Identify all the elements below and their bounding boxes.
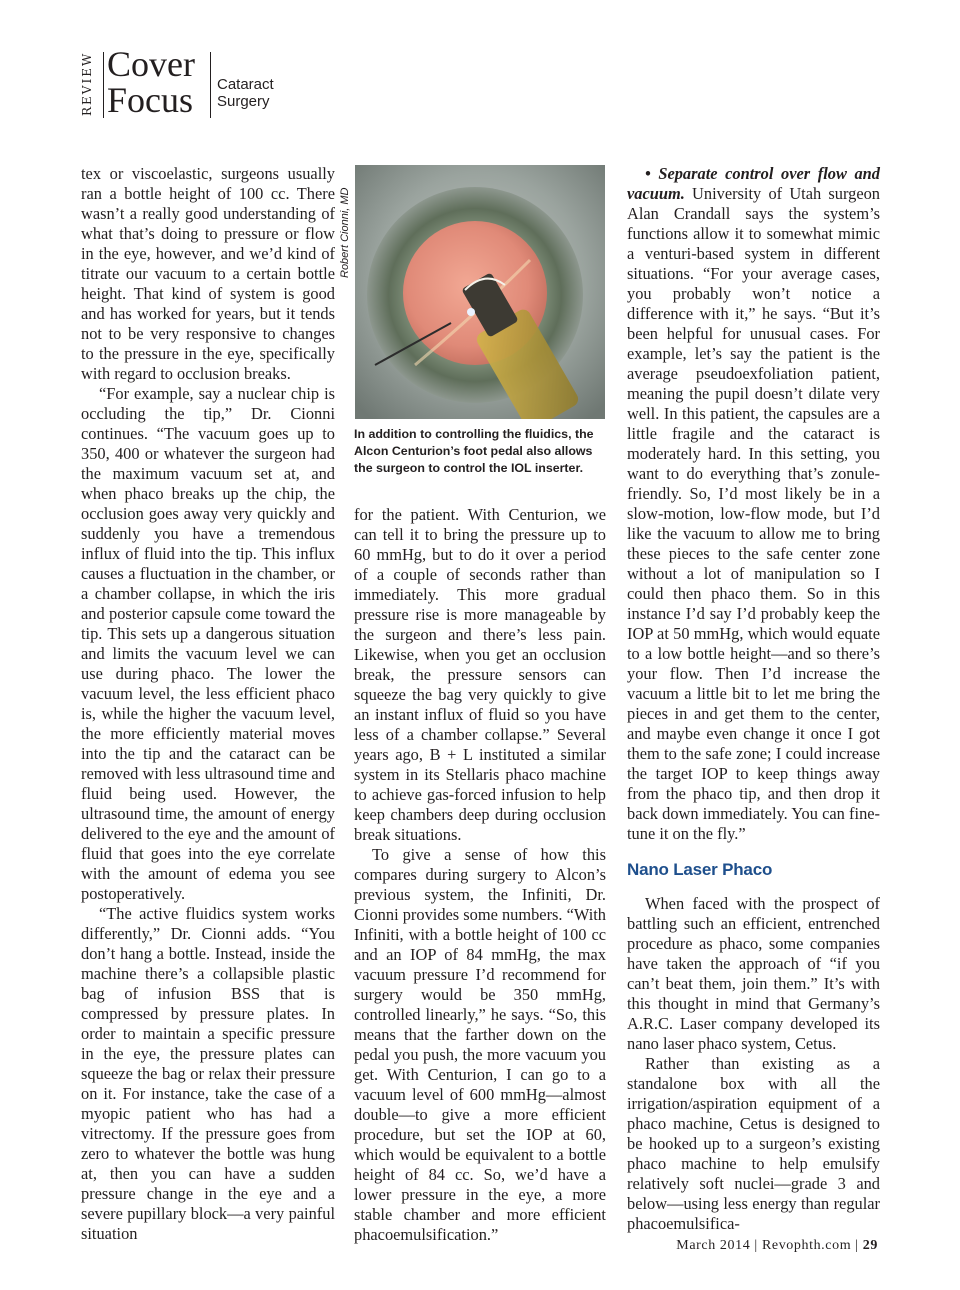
footer-date: March 2014: [676, 1238, 751, 1253]
article-column-3: [627, 164, 880, 1233]
eye-surgery-image: [355, 165, 605, 419]
article-column-2: [354, 505, 606, 1244]
paragraph: “The active fluidics system works differently,” Dr. Cionni adds. “You don’t hang a bottle. Instead, inside the machine there’s a collapsible plastic bag of infusion BSS that is compressed by pressure plates. In order to maintain a specific pressure in the eye, the pressure plates can squeeze the bag or relax their pressure on it. For instance, take the case of a myopic patient who has had a vitrectomy. If the pressure goes from zero to whatever the bottle was hung at, then you can have a sudden pressure change in the eye and a severe pupillary block—a very painful situation: [81, 904, 335, 1243]
header-divider-right: [210, 52, 211, 118]
review-label: REVIEW: [80, 51, 94, 117]
footer-site: Revophth.com: [761, 1238, 852, 1253]
paragraph: [627, 164, 880, 844]
photo-caption: In addition to controlling the fluidics, the Alcon Centurion’s foot pedal also allows the surgeon to control the IOL inserter.: [354, 427, 594, 475]
paragraph: To give a sense of how this compares during surgery to Alcon’s previous system, the Infiniti, Dr. Cionni provides some numbers. “With Infiniti, with a bottle height of 100 cc and an IOP of 84 mmHg, the max vacuum pressure I’d recommend for surgery would be 350 mmHg, controlled linearly,” he says. “So, this means that the farther down on the pedal you push, the more vacuum you get. With Centurion, I can go to a vacuum level of 600 mmHg—almost double—to give a more efficient procedure, but set the IOP at 60, which would be equivalent to a bottle height of 84 cc. So, we’d have a lower pressure in the eye, a more stable chamber and more efficient phacoemulsification.”: [354, 845, 606, 1244]
surgery-photo: [355, 165, 605, 419]
bullet-text: University of Utah surgeon Alan Crandall says the system’s functions allow it to somewhat mimic a venturi-based system in different situations. “For your average cases, you probably won’t notice a difference with it,” he says. “But it’s been helpful for unusual cases. For example, let’s say the patient is the average pseudoexfoliation patient, meaning the pupil doesn’t dilate very well. In this patient, the capsules are a little fragile and the cataract is moderately hard. In this setting, you want to do everything that’s zonule-friendly. So, I’d most likely be in a slow-motion, low-flow mode, but I’d like the vacuum to allow me to bring these pieces to the safe center zone without a lot of manipulation so I could then phaco them. So in this instance I’d say I’d probably keep the IOP at 50 mmHg, which would equate to a low bottle height—and so there’s your flow. Then I’d increase the vacuum a little bit to let me bring the pieces in and get them to the center, and maybe even change it once I got them to the safe zone; I could increase the target IOP to keep things away from the phaco tip, and then drop it back down immediately. You can fine-tune it on the fly.”: [627, 184, 880, 843]
page-number: 29: [862, 1238, 878, 1253]
paragraph: “For example, say a nuclear chip is occluding the tip,” Dr. Cionni continues. “The vacuum goes up to 350, 400 or whatever the surgeon had the maximum vacuum set at, and when phaco breaks up the chip, the occlusion goes away very quickly and suddenly you have a tremendous influx of fluid into the tip. This influx causes a fluctuation in the chamber, or a chamber collapse, in which the iris and posterior capsule come toward the tip. This sets up a dangerous situation and limits the vacuum level we can use during phaco. The lower the vacuum level, the less efficient phaco is, while the higher the vacuum level, the more efficiently material moves into the tip and the cataract can be removed with less ultrasound time and fluid being used. However, the ultrasound time, the amount of energy delivered to the eye and the amount of fluid that goes into the eye correlate with the amount of edema you see postoperatively.: [81, 384, 335, 903]
paragraph: tex or viscoelastic, surgeons usually ran a bottle height of 100 cc. There wasn’t a really good understanding of what that’s doing to pressure or flow in the eye, however, and we’d kind of titrate our vacuum to a certain bottle height. That kind of system is good and has worked for years, but it tends not to be very responsive to changes to the pressure in the eye, specifically with regard to occlusion breaks.: [81, 164, 335, 383]
article-column-1: [81, 164, 335, 1243]
bullet-lead: • Separate control over flow and vacuum.: [627, 164, 880, 203]
paragraph: When faced with the prospect of battling such an efficient, entrenched procedure as phaco, some companies have taken the approach of “if you can’t beat them, join them.” It’s with this thought in mind that Germany’s A.R.C. Laser company developed its nano laser phaco system, Cetus.: [627, 894, 880, 1053]
subheading: Nano Laser Phaco: [627, 860, 773, 879]
paragraph: for the patient. With Centurion, we can tell it to bring the pressure up to 60 mmHg, but to do it over a period of a couple of seconds rather than immediately. This more gradual pressure rise is more manageable by the surgeon and there’s less pain. Likewise, when you get an occlusion break, the pressure sensors can squeeze the bag very quickly to give an instant influx of fluid so you have less of a chamber collapse.” Several years ago, B + L instituted a similar system in its Stellaris phaco machine to achieve gas-forced infusion to help keep chambers deep during occlusion break situations.: [354, 505, 606, 844]
header-divider-left: [103, 52, 104, 118]
cover-focus-title: [107, 46, 203, 118]
section-title: Cataract Surgery: [217, 76, 274, 110]
focus-word: Focus: [107, 80, 194, 120]
photo-credit: Robert Cionni, MD: [339, 187, 351, 278]
page-footer: March 2014 | Revophth.com | 29: [676, 1238, 878, 1253]
cover-word: Cover: [107, 44, 195, 84]
paragraph: Rather than existing as a standalone box with all the irrigation/aspiration equipment of a phaco machine, Cetus is designed to be hooked up to a surgeon’s existing phaco machine to help emulsify relatively soft nuclei—grade 3 and below—using less energy than regular phacoemulsifica-: [627, 1054, 880, 1233]
